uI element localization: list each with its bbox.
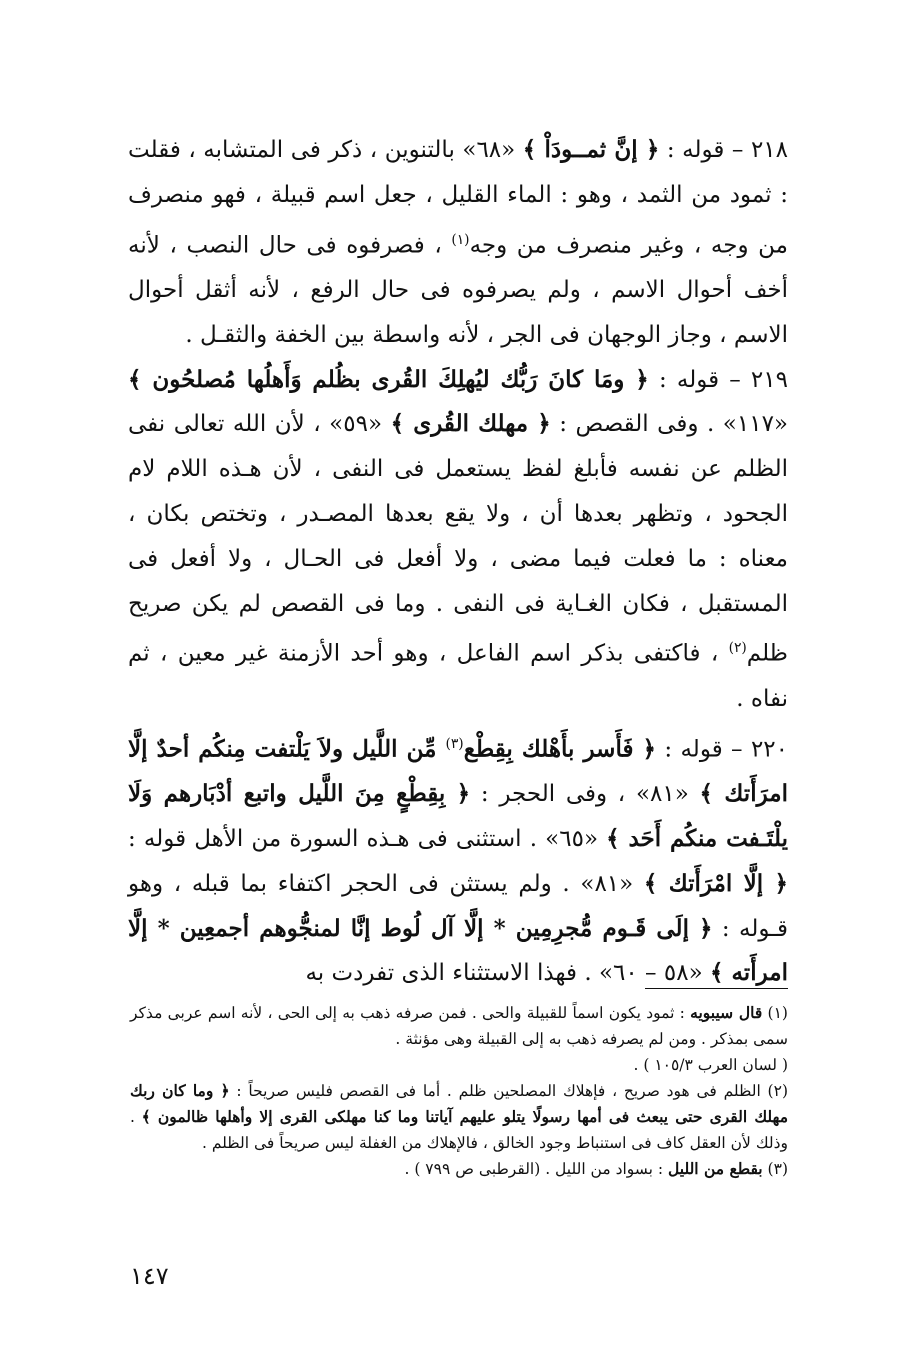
paragraph-quranic-quote: ﴿ إنَّ ثمــودَاْ ﴾ <box>522 136 660 163</box>
paragraph-quranic-quote: ﴿ ومَا كانَ رَبُّك ليُهلِكَ القُرى بظُلم وَأَهلُها مُصلحُون ﴾ <box>128 365 649 393</box>
paragraph-219 <box>128 358 788 722</box>
footnote-2 <box>130 1078 788 1156</box>
paragraph-quranic-quote: ﴿ إلَى قَـوم مُّجرِمِين * إلَّا آل لُوط إنَّا لمنجُّوهم أجمعِين * إلَّا امرأَته ﴾ <box>128 914 788 987</box>
paragraph-text-run: ، فاكتفى بذكر اسم الفاعل ، وهو أحد الأزمنة غير معين ، ثم نفاه . <box>128 641 788 712</box>
paragraph-quranic-quote: مِّن اللَّيل ولاَ يَلْتفت مِنكُم أحدٌ إلَّا امرَأَتك ﴾ <box>128 735 788 808</box>
footnote-text-run: (٢) الظلم فى هود صريح ، فإهلاك المصلحين ظلم . أما فى القصص فليس صريحاً : <box>229 1082 788 1100</box>
paragraph-text-run: ، فصرفوه فى حال النصب ، لأنه أخف أحوال الاسم ، ولم يصرفوه فى حال الرفع ، لأنه أثقل أحوال الاسم ، وجاز الوجهان فى الجر ، لأنه واسطة بين الخفة والثقـل . <box>128 232 788 348</box>
footnote-text-run: . وذلك لأن العقل كاف فى استنباط وجود الخالق ، فالإهلاك من الغفلة ليس صريحاً فى الظلم . <box>130 1108 788 1152</box>
paragraph-quranic-quote: ﴿ مهلك القُرى ﴾ <box>390 410 551 438</box>
footnote-quranic-quote: قال سيبويه <box>690 1003 763 1022</box>
footnote-text-run: (٣) <box>762 1160 788 1178</box>
main-text <box>128 128 788 996</box>
footnote-text-run: (١) <box>762 1004 788 1022</box>
page-number: ١٤٧ <box>130 1262 169 1290</box>
paragraph-footnote-ref: (١) <box>451 231 470 248</box>
paragraph-footnote-ref: (٢) <box>728 640 747 657</box>
footnote-text-run: : ثمود يكون اسماً للقبيلة والحى . فمن صرفه ذهب به إلى الحى ، لأنه اسم عربى مذكر سمى بمذكر . ومن لم يصرفه ذهب به إلى القبيلة وهى مؤنثة . <box>130 1004 788 1048</box>
paragraph-text-run: «٦٨» بالتنوين ، ذكر فى المتشابه ، فقلت : ثمود من الثمد ، وهو : الماء القليل ، جعل اسم قبيلة ، فهو منصرف من وجه ، وغير منصرف من وجه <box>128 137 788 259</box>
paragraph-text-run: ٢١٨ – قوله : <box>659 137 788 163</box>
footnote-1-source <box>130 1052 788 1078</box>
paragraph-text-run: «٥٩» ، لأن الله تعالى نفى الظلم عن نفسه فأبلغ لفظ يستعمل فى النفى ، لأن هـذه اللام لام الجحود ، وتظهر بعدها أن ، ولا يقع بعدها المصـدر ، وتختص بكان ، معناه : ما فعلت فيما مضى ، ولا أفعل فى الحـال ، ولا أفعل فى المستقبل ، فكان الغـاية فى النفى . وما فى القصص لم يكن صريح ظلم <box>128 411 788 668</box>
paragraph-text-run: «١١٧» . وفى القصص : <box>550 411 788 438</box>
footnote-quranic-quote: بقطع من الليل <box>668 1159 763 1178</box>
footnote-1 <box>130 1000 788 1052</box>
paragraph-quranic-quote: ﴿ بِقِطْعٍ مِنَ اللَّيل واتبع أدْبَارهم وَلَا يلْتَـفت منكُم أَحَد ﴾ <box>128 780 788 852</box>
paragraph-text-run: «٥٨ – ٦٠» . فهذا الاستثناء الذى تفردت به <box>305 960 710 987</box>
paragraph-footnote-ref: (٣) <box>445 735 464 752</box>
paragraph-text-run: «٨١» ، وفى الحجر : <box>470 781 700 808</box>
footnote-quranic-quote: ﴿ وما كان ربك مهلك القرى حتى يبعث فى أمها رسولًا يتلو عليهم آياتنا وما كنا مهلكى القرى إلا وأهلها ظالمون ﴾ <box>130 1081 788 1126</box>
paragraph-text-run: ٢١٩ – قوله : <box>648 366 788 393</box>
paragraph-quranic-quote: ﴿ فَأَسر بأَهْلك بِقِطْع <box>463 735 656 763</box>
paragraph-text-run: «٨١» . ولم يستثن فى الحجر اكتفاء بما قبله ، وهو قـوله : <box>128 870 788 942</box>
paragraph-quranic-quote: ﴿ إلَّا امْرَأَتك ﴾ <box>643 869 788 897</box>
footnote-separator <box>645 988 788 989</box>
paragraph-220 <box>128 722 788 996</box>
footnotes <box>130 1000 788 1182</box>
footnote-text-run: ( لسان العرب ١٠٥/٣ ) . <box>633 1056 788 1074</box>
paragraph-text-run: ٢٢٠ – قوله : <box>656 736 788 763</box>
footnote-3 <box>130 1156 788 1182</box>
paragraph-text-run: «٦٥» . استثنى فى هـذه السورة من الأهل قوله : <box>128 825 607 852</box>
paragraph-218 <box>128 128 788 358</box>
footnote-text-run: : بسواد من الليل . (القرطبى ص ٧٩٩ ) . <box>404 1160 669 1178</box>
